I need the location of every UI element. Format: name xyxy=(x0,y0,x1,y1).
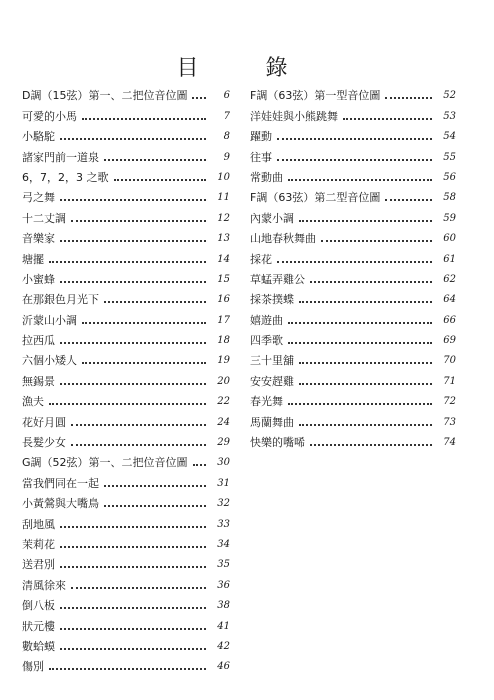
toc-entry-title: 花好月圓 xyxy=(22,415,66,429)
toc-entry xyxy=(22,327,230,347)
dot-leader xyxy=(310,281,432,283)
toc-entry-page: 29 xyxy=(217,437,230,449)
toc-entry xyxy=(22,266,230,286)
toc-entry-title: 小駱駝 xyxy=(22,130,55,144)
toc-entry xyxy=(250,245,456,265)
dot-leader xyxy=(60,566,206,568)
toc-entry-page: 66 xyxy=(443,314,456,326)
toc-entry xyxy=(22,225,230,245)
dot-leader xyxy=(60,648,206,650)
toc-entry-title: 山地春秋舞曲 xyxy=(250,232,316,246)
toc-entry xyxy=(22,245,230,265)
toc-entry xyxy=(22,633,230,653)
toc-entry-page: 16 xyxy=(217,294,230,306)
dot-leader xyxy=(192,97,206,99)
toc-left-column xyxy=(22,82,230,673)
dot-leader xyxy=(114,179,207,181)
toc-entry-page: 34 xyxy=(217,538,230,550)
dot-leader xyxy=(104,485,206,487)
dot-leader xyxy=(60,240,206,242)
toc-entry-title: 6，7，2，3 之歌 xyxy=(22,170,109,184)
dot-leader xyxy=(299,362,432,364)
toc-entry-page: 32 xyxy=(217,498,230,510)
toc-entry-page: 56 xyxy=(443,171,456,183)
dot-leader xyxy=(343,118,432,120)
toc-entry-title: 茉莉花 xyxy=(22,537,55,551)
dot-leader xyxy=(60,526,206,528)
toc-entry-title: 送君別 xyxy=(22,558,55,572)
dot-leader xyxy=(71,444,206,446)
toc-entry-page: 60 xyxy=(443,233,456,245)
toc-entry xyxy=(250,164,456,184)
toc-entry xyxy=(22,143,230,163)
toc-entry xyxy=(22,653,230,673)
toc-entry-title: 三十里舖 xyxy=(250,354,294,368)
dot-leader xyxy=(60,138,206,140)
toc-entry xyxy=(22,82,230,102)
dot-leader xyxy=(288,342,432,344)
dot-leader xyxy=(104,159,206,161)
toc-entry-page: 64 xyxy=(443,294,456,306)
toc-entry xyxy=(22,347,230,367)
dot-leader xyxy=(60,199,206,201)
dot-leader xyxy=(193,464,206,466)
toc-entry-title: 清風徐來 xyxy=(22,578,66,592)
toc-entry-page: 22 xyxy=(217,396,230,408)
toc-entry-title: 躍動 xyxy=(250,130,272,144)
toc-entry-title: 當我們同在一起 xyxy=(22,476,99,490)
toc-entry-title: 四季歌 xyxy=(250,334,283,348)
toc-entry-page: 35 xyxy=(217,559,230,571)
toc-entry-title: G調（52弦）第一、二把位音位圖 xyxy=(22,456,188,470)
toc-entry xyxy=(22,510,230,530)
toc-entry-page: 46 xyxy=(217,661,230,673)
toc-entry-title: 安安趕雞 xyxy=(250,374,294,388)
toc-entry-page: 24 xyxy=(217,416,230,428)
toc-entry-title: 拉西瓜 xyxy=(22,334,55,348)
toc-entry xyxy=(250,388,456,408)
toc-entry-title: 草蜢弄雞公 xyxy=(250,272,305,286)
toc-entry-title: 快樂的嘴唏 xyxy=(250,436,305,450)
toc-entry-page: 54 xyxy=(443,131,456,143)
toc-entry xyxy=(22,612,230,632)
dot-leader xyxy=(321,240,432,242)
toc-entry-page: 30 xyxy=(217,457,230,469)
toc-entry xyxy=(22,102,230,122)
dot-leader xyxy=(104,301,206,303)
toc-entry xyxy=(22,306,230,326)
toc-entry-title: 往事 xyxy=(250,150,272,164)
toc-entry xyxy=(22,571,230,591)
toc-entry xyxy=(22,469,230,489)
toc-entry xyxy=(22,592,230,612)
dot-leader xyxy=(60,342,206,344)
toc-entry-title: 在那銀色月光下 xyxy=(22,293,99,307)
dot-leader xyxy=(60,628,206,630)
toc-entry-page: 8 xyxy=(223,131,230,143)
toc-entry-title: 塘擺 xyxy=(22,252,44,266)
toc-entry-title: D調（15弦）第一、二把位音位圖 xyxy=(22,89,188,103)
toc-entry-page: 18 xyxy=(217,335,230,347)
toc-entry-page: 19 xyxy=(217,355,230,367)
toc-entry xyxy=(22,490,230,510)
toc-entry-title: 可愛的小馬 xyxy=(22,109,77,123)
toc-entry xyxy=(250,225,456,245)
toc-entry-title: 沂蒙山小調 xyxy=(22,313,77,327)
toc-entry-page: 73 xyxy=(443,416,456,428)
toc-entry-title: 洋娃娃與小熊跳舞 xyxy=(250,109,338,123)
toc-entry-title: 常動曲 xyxy=(250,170,283,184)
dot-leader xyxy=(277,159,432,161)
dot-leader xyxy=(299,301,432,303)
toc-entry-page: 42 xyxy=(217,640,230,652)
toc-entry-page: 55 xyxy=(443,151,456,163)
dot-leader xyxy=(82,118,206,120)
toc-entry xyxy=(22,367,230,387)
dot-leader xyxy=(277,261,432,263)
dot-leader xyxy=(60,546,206,548)
toc-entry-page: 14 xyxy=(217,253,230,265)
dot-leader xyxy=(104,505,206,507)
dot-leader xyxy=(82,362,206,364)
dot-leader xyxy=(49,261,206,263)
toc-entry xyxy=(22,449,230,469)
dot-leader xyxy=(288,179,432,181)
dot-leader xyxy=(60,281,206,283)
toc-entry xyxy=(250,102,456,122)
toc-entry-page: 58 xyxy=(443,192,456,204)
toc-entry-page: 33 xyxy=(217,518,230,530)
dot-leader xyxy=(60,607,206,609)
toc-entry-page: 36 xyxy=(217,579,230,591)
toc-entry-page: 53 xyxy=(443,110,456,122)
dot-leader xyxy=(288,403,432,405)
toc-entry-page: 6 xyxy=(223,90,230,102)
toc-entry-title: 採花 xyxy=(250,252,272,266)
toc-entry-title: 內蒙小調 xyxy=(250,211,294,225)
toc-entry-title: F調（63弦）第二型音位圖 xyxy=(250,191,381,205)
toc-entry xyxy=(22,551,230,571)
toc-entry-title: 小蜜蜂 xyxy=(22,272,55,286)
dot-leader xyxy=(82,322,206,324)
toc-entry-page: 9 xyxy=(223,151,230,163)
toc-entry xyxy=(250,266,456,286)
toc-entry-page: 20 xyxy=(217,375,230,387)
dot-leader xyxy=(385,199,432,201)
toc-entry-title: 春光舞 xyxy=(250,395,283,409)
page-title: 目 錄 xyxy=(176,55,318,81)
toc-entry-title: 諸家門前一道泉 xyxy=(22,150,99,164)
toc-entry xyxy=(22,164,230,184)
toc-entry-page: 31 xyxy=(217,477,230,489)
dot-leader xyxy=(49,403,206,405)
toc-entry-page: 61 xyxy=(443,253,456,265)
toc-entry-page: 59 xyxy=(443,212,456,224)
toc-entry-page: 12 xyxy=(217,212,230,224)
toc-entry-page: 69 xyxy=(443,335,456,347)
toc-entry-title: 漁夫 xyxy=(22,395,44,409)
toc-entry-title: 倒八板 xyxy=(22,599,55,613)
dot-leader xyxy=(71,220,206,222)
toc-entry-title: 十二丈調 xyxy=(22,211,66,225)
dot-leader xyxy=(299,383,432,385)
toc-entry xyxy=(250,204,456,224)
toc-entry-page: 52 xyxy=(443,90,456,102)
toc-entry xyxy=(250,408,456,428)
dot-leader xyxy=(49,668,206,670)
toc-entry-title: 音樂家 xyxy=(22,232,55,246)
toc-entry-page: 10 xyxy=(217,171,230,183)
toc-entry xyxy=(250,429,456,449)
toc-entry xyxy=(250,347,456,367)
dot-leader xyxy=(277,138,432,140)
toc-entry-page: 13 xyxy=(217,233,230,245)
dot-leader xyxy=(71,424,206,426)
toc-entry-title: 無錫景 xyxy=(22,374,55,388)
toc-entry-title: 數蛤蟆 xyxy=(22,639,55,653)
toc-entry-title: 採茶撲蝶 xyxy=(250,293,294,307)
toc-entry-title: 嬉遊曲 xyxy=(250,313,283,327)
toc-entry-page: 38 xyxy=(217,600,230,612)
toc-entry xyxy=(250,306,456,326)
toc-entry xyxy=(250,327,456,347)
toc-entry-page: 62 xyxy=(443,273,456,285)
toc-entry-title: 六個小矮人 xyxy=(22,354,77,368)
toc-entry-title: 馬蘭舞曲 xyxy=(250,415,294,429)
toc-entry-title: 長髮少女 xyxy=(22,436,66,450)
dot-leader xyxy=(299,424,432,426)
toc-entry-page: 74 xyxy=(443,437,456,449)
toc-entry xyxy=(22,286,230,306)
toc-entry-title: 狀元樓 xyxy=(22,619,55,633)
toc-entry-page: 15 xyxy=(217,273,230,285)
toc-entry xyxy=(22,531,230,551)
toc-entry-title: 傷別 xyxy=(22,660,44,674)
dot-leader xyxy=(310,444,432,446)
toc-entry xyxy=(22,204,230,224)
toc-entry-page: 72 xyxy=(443,396,456,408)
toc-entry-title: F調（63弦）第一型音位圖 xyxy=(250,89,381,103)
toc-entry xyxy=(250,123,456,143)
toc-right-column xyxy=(250,82,456,449)
toc-entry xyxy=(22,408,230,428)
toc-entry-title: 刮地風 xyxy=(22,517,55,531)
toc-entry-page: 11 xyxy=(217,192,230,204)
toc-entry xyxy=(250,143,456,163)
toc-entry xyxy=(250,184,456,204)
dot-leader xyxy=(288,322,432,324)
toc-entry-page: 41 xyxy=(217,620,230,632)
toc-entry xyxy=(22,388,230,408)
toc-entry-page: 17 xyxy=(217,314,230,326)
toc-entry-title: 小黃鶯與大嘴鳥 xyxy=(22,497,99,511)
toc-entry xyxy=(22,123,230,143)
dot-leader xyxy=(385,97,432,99)
toc-entry xyxy=(22,429,230,449)
toc-entry-title: 弓之舞 xyxy=(22,191,55,205)
toc-entry xyxy=(250,367,456,387)
toc-entry xyxy=(22,184,230,204)
toc-entry xyxy=(250,286,456,306)
dot-leader xyxy=(299,220,432,222)
dot-leader xyxy=(60,383,206,385)
dot-leader xyxy=(71,587,206,589)
toc-entry-page: 70 xyxy=(443,355,456,367)
toc-entry xyxy=(250,82,456,102)
toc-entry-page: 7 xyxy=(223,110,230,122)
toc-entry-page: 71 xyxy=(443,375,456,387)
